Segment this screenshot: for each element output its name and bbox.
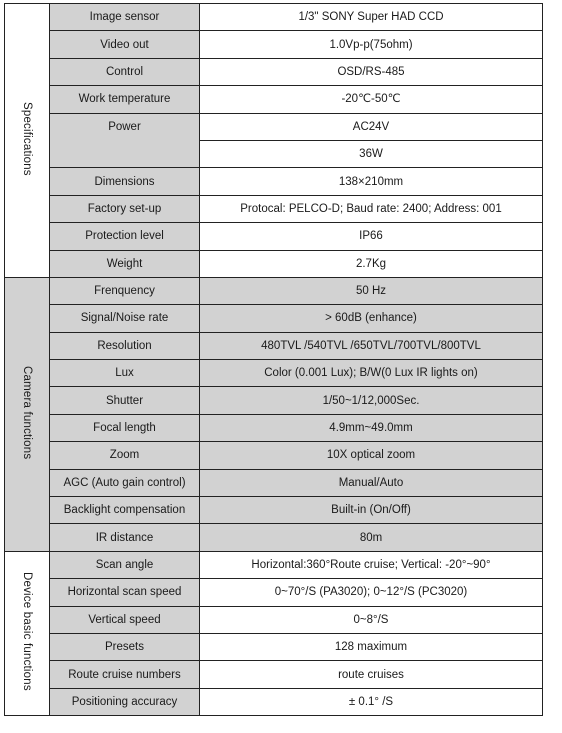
spec-label: Video out: [50, 31, 200, 58]
spec-row: [5, 688, 543, 715]
spec-row: [5, 332, 543, 359]
spec-row: [5, 633, 543, 660]
spec-row: [5, 305, 543, 332]
spec-row: [5, 661, 543, 688]
spec-row: [5, 195, 543, 222]
spec-label: Shutter: [50, 387, 200, 414]
spec-label: Factory set-up: [50, 195, 200, 222]
spec-value: 1.0Vp-p(75ohm): [200, 31, 543, 58]
spec-row: [5, 168, 543, 195]
spec-label: Signal/Noise rate: [50, 305, 200, 332]
spec-label: Work temperature: [50, 86, 200, 113]
spec-label: AGC (Auto gain control): [50, 469, 200, 496]
spec-row: [5, 606, 543, 633]
spec-value: 36W: [200, 140, 543, 167]
spec-label: Route cruise numbers: [50, 661, 200, 688]
spec-row: [5, 579, 543, 606]
spec-value: IP66: [200, 223, 543, 250]
spec-value: 128 maximum: [200, 633, 543, 660]
spec-label: Protection level: [50, 223, 200, 250]
spec-value: Color (0.001 Lux); B/W(0 Lux IR lights on): [200, 360, 543, 387]
spec-value: 138×210mm: [200, 168, 543, 195]
spec-value: -20℃-50℃: [200, 86, 543, 113]
spec-value: OSD/RS-485: [200, 58, 543, 85]
spec-value: Horizontal:360°Route cruise; Vertical: -20°~90°: [200, 551, 543, 578]
spec-value: Protocal: PELCO-D; Baud rate: 2400; Address: 001: [200, 195, 543, 222]
spec-row: [5, 58, 543, 85]
spec-row: [5, 4, 543, 31]
spec-row: [5, 223, 543, 250]
spec-row: [5, 551, 543, 578]
section-header: [5, 277, 50, 551]
spec-label: Positioning accuracy: [50, 688, 200, 715]
spec-row: [5, 113, 543, 140]
spec-label: Frenquency: [50, 277, 200, 304]
spec-row: [5, 277, 543, 304]
spec-label: Lux: [50, 360, 200, 387]
spec-value: > 60dB (enhance): [200, 305, 543, 332]
spec-value: Built-in (On/Off): [200, 497, 543, 524]
spec-value: 0~70°/S (PA3020); 0~12°/S (PC3020): [200, 579, 543, 606]
spec-value: 0~8°/S: [200, 606, 543, 633]
spec-label: Image sensor: [50, 4, 200, 31]
spec-value: 2.7Kg: [200, 250, 543, 277]
spec-table: [4, 3, 543, 716]
spec-value: 480TVL /540TVL /650TVL/700TVL/800TVL: [200, 332, 543, 359]
section-title: Specifications: [21, 101, 33, 176]
section-title: Camera functions: [21, 365, 33, 460]
spec-value: AC24V: [200, 113, 543, 140]
spec-label: Resolution: [50, 332, 200, 359]
spec-label: Scan angle: [50, 551, 200, 578]
spec-row: [5, 31, 543, 58]
spec-row: [5, 524, 543, 551]
spec-label: Focal length: [50, 414, 200, 441]
spec-value: ± 0.1° /S: [200, 688, 543, 715]
section-header: [5, 4, 50, 278]
spec-row: [5, 250, 543, 277]
spec-label: Weight: [50, 250, 200, 277]
section-title: Device basic functions: [21, 572, 33, 691]
spec-row: [5, 360, 543, 387]
spec-value: 1/50~1/12,000Sec.: [200, 387, 543, 414]
spec-row: [5, 469, 543, 496]
spec-label: Power: [50, 113, 200, 168]
spec-value: 4.9mm~49.0mm: [200, 414, 543, 441]
spec-label: Zoom: [50, 442, 200, 469]
spec-label: Vertical speed: [50, 606, 200, 633]
spec-row: [5, 387, 543, 414]
spec-row: [5, 414, 543, 441]
spec-value: 80m: [200, 524, 543, 551]
spec-table-body: [5, 4, 543, 716]
spec-value: 1/3" SONY Super HAD CCD: [200, 4, 543, 31]
spec-label: Horizontal scan speed: [50, 579, 200, 606]
spec-row: [5, 86, 543, 113]
spec-label: Control: [50, 58, 200, 85]
spec-label: Backlight compensation: [50, 497, 200, 524]
spec-value: Manual/Auto: [200, 469, 543, 496]
spec-row: [5, 497, 543, 524]
spec-label: Presets: [50, 633, 200, 660]
spec-value: 10X optical zoom: [200, 442, 543, 469]
spec-value: route cruises: [200, 661, 543, 688]
spec-row: [5, 442, 543, 469]
spec-label: IR distance: [50, 524, 200, 551]
section-header: [5, 551, 50, 715]
spec-value: 50 Hz: [200, 277, 543, 304]
spec-label: Dimensions: [50, 168, 200, 195]
